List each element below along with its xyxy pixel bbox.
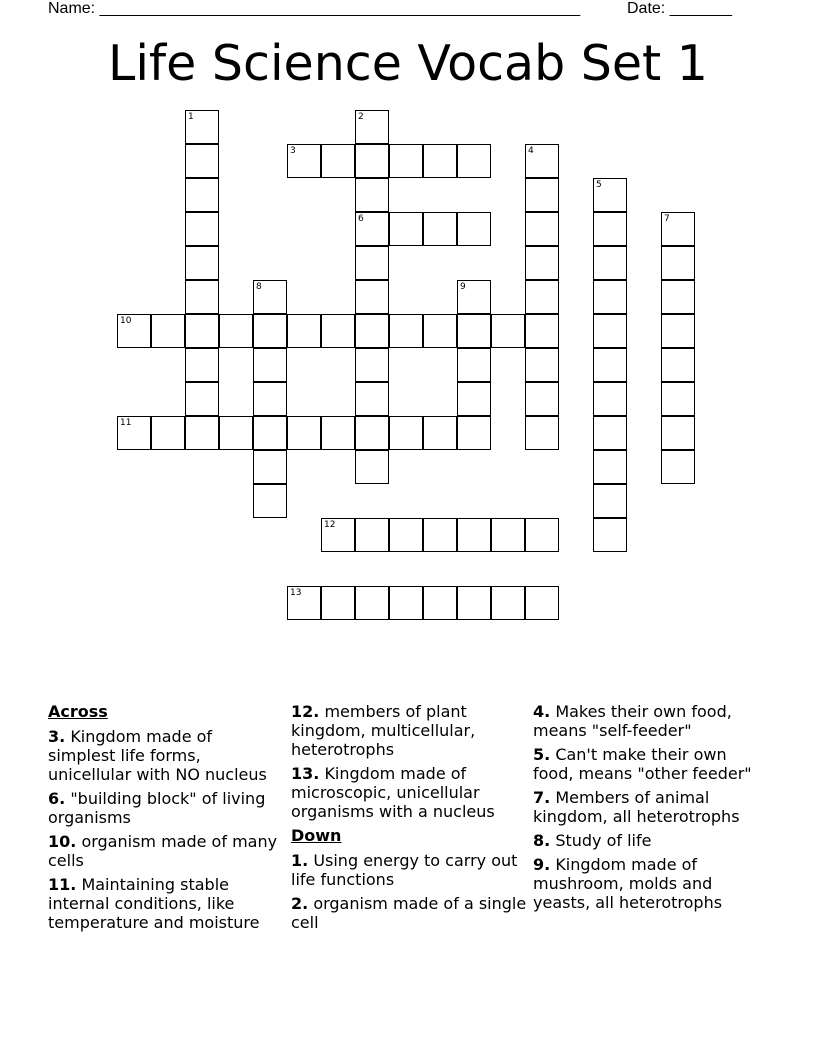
clue-column-2: [291, 702, 527, 937]
crossword-cell[interactable]: [661, 450, 695, 484]
date-field-label: Date: _______: [627, 0, 732, 17]
crossword-cell[interactable]: [525, 518, 559, 552]
clue-down-9: 9. Kingdom made of mushroom, molds and yeasts, all heterotrophs: [533, 855, 723, 912]
clue-column-1: [48, 702, 284, 937]
crossword-cell[interactable]: [593, 450, 627, 484]
crossword-cell[interactable]: [423, 144, 457, 178]
crossword-cell[interactable]: [423, 212, 457, 246]
crossword-cell[interactable]: [355, 518, 389, 552]
crossword-cell[interactable]: [321, 144, 355, 178]
cell-number: 6: [358, 214, 364, 224]
crossword-cell[interactable]: [185, 178, 219, 212]
crossword-cell[interactable]: [389, 144, 423, 178]
crossword-cell[interactable]: [185, 280, 219, 314]
crossword-cell[interactable]: [423, 314, 457, 348]
crossword-cell[interactable]: [117, 416, 151, 450]
cell-number: 7: [664, 214, 670, 224]
crossword-cell[interactable]: [117, 314, 151, 348]
crossword-cell[interactable]: [253, 280, 287, 314]
crossword-cell[interactable]: [661, 314, 695, 348]
clue-across-3: 3. Kingdom made of simplest life forms, unicellular with NO nucleus: [48, 727, 267, 784]
crossword-cell[interactable]: [423, 586, 457, 620]
clue-down-4: 4. Makes their own food, means "self-feeder": [533, 702, 732, 740]
crossword-cell[interactable]: [219, 314, 253, 348]
crossword-cell[interactable]: [423, 518, 457, 552]
crossword-cell[interactable]: [355, 144, 389, 178]
crossword-cell[interactable]: [253, 450, 287, 484]
crossword-cell[interactable]: [287, 144, 321, 178]
crossword-cell[interactable]: [593, 416, 627, 450]
crossword-cell[interactable]: [525, 586, 559, 620]
crossword-cell[interactable]: [593, 348, 627, 382]
down-heading: Down: [291, 826, 342, 845]
clue-down-8: 8. Study of life: [533, 831, 652, 850]
crossword-cell[interactable]: [321, 314, 355, 348]
crossword-cell[interactable]: [151, 314, 185, 348]
crossword-cell[interactable]: [287, 314, 321, 348]
cell-number: 10: [120, 316, 132, 326]
crossword-cell[interactable]: [355, 246, 389, 280]
crossword-cell[interactable]: [457, 518, 491, 552]
crossword-cell[interactable]: [389, 314, 423, 348]
crossword-cell[interactable]: [457, 280, 491, 314]
crossword-cell[interactable]: [491, 314, 525, 348]
crossword-cell[interactable]: [355, 110, 389, 144]
crossword-cell[interactable]: [389, 586, 423, 620]
clue-down-1: 1. Using energy to carry out life functions: [291, 851, 518, 889]
crossword-cell[interactable]: [355, 416, 389, 450]
crossword-cell[interactable]: [253, 382, 287, 416]
crossword-cell[interactable]: [525, 212, 559, 246]
crossword-cell[interactable]: [185, 144, 219, 178]
crossword-cell[interactable]: [457, 586, 491, 620]
crossword-cell[interactable]: [525, 144, 559, 178]
crossword-cell[interactable]: [491, 586, 525, 620]
crossword-cell[interactable]: [185, 416, 219, 450]
crossword-cell[interactable]: [525, 348, 559, 382]
crossword-cell[interactable]: [355, 348, 389, 382]
crossword-cell[interactable]: [457, 382, 491, 416]
crossword-cell[interactable]: [185, 110, 219, 144]
clue-across-13: 13. Kingdom made of microscopic, unicellular organisms with a nucleus: [291, 764, 495, 821]
crossword-cell[interactable]: [185, 382, 219, 416]
clue-down-2: 2. organism made of a single cell: [291, 894, 527, 932]
crossword-cell[interactable]: [151, 416, 185, 450]
crossword-cell[interactable]: [593, 280, 627, 314]
cell-number: 8: [256, 282, 262, 292]
cell-number: 11: [120, 418, 132, 428]
clue-across-6: 6. "building block" of living organisms: [48, 789, 266, 827]
crossword-cell[interactable]: [185, 348, 219, 382]
crossword-cell[interactable]: [593, 484, 627, 518]
crossword-cell[interactable]: [389, 212, 423, 246]
crossword-cell[interactable]: [321, 518, 355, 552]
crossword-cell[interactable]: [457, 348, 491, 382]
crossword-cell[interactable]: [661, 348, 695, 382]
crossword-cell[interactable]: [321, 416, 355, 450]
clue-down-7: 7. Members of animal kingdom, all heterotrophs: [533, 788, 740, 826]
crossword-cell[interactable]: [525, 280, 559, 314]
crossword-cell[interactable]: [593, 246, 627, 280]
crossword-cell[interactable]: [185, 314, 219, 348]
crossword-cell[interactable]: [525, 416, 559, 450]
crossword-cell[interactable]: [593, 212, 627, 246]
clue-down-5: 5. Can't make their own food, means "other feeder": [533, 745, 752, 783]
crossword-cell[interactable]: [525, 246, 559, 280]
crossword-cell[interactable]: [355, 382, 389, 416]
crossword-cell[interactable]: [321, 586, 355, 620]
cell-number: 9: [460, 282, 466, 292]
crossword-cell[interactable]: [661, 382, 695, 416]
crossword-cell[interactable]: [253, 314, 287, 348]
clue-across-12: 12. members of plant kingdom, multicellular, heterotrophs: [291, 702, 476, 759]
cell-number: 3: [290, 146, 296, 156]
crossword-cell[interactable]: [355, 586, 389, 620]
crossword-cell[interactable]: [355, 280, 389, 314]
clue-across-10: 10. organism made of many cells: [48, 832, 278, 870]
cell-number: 5: [596, 180, 602, 190]
across-heading: Across: [48, 702, 108, 721]
crossword-cell[interactable]: [355, 212, 389, 246]
crossword-cell[interactable]: [355, 450, 389, 484]
crossword-cell[interactable]: [661, 212, 695, 246]
cell-number: 13: [290, 588, 302, 598]
crossword-cell[interactable]: [219, 416, 253, 450]
cell-number: 12: [324, 520, 336, 530]
crossword-cell[interactable]: [185, 212, 219, 246]
crossword-cell[interactable]: [423, 416, 457, 450]
crossword-cell[interactable]: [389, 416, 423, 450]
crossword-cell[interactable]: [661, 416, 695, 450]
crossword-cell[interactable]: [253, 484, 287, 518]
crossword-cell[interactable]: [593, 518, 627, 552]
crossword-cell[interactable]: [457, 212, 491, 246]
crossword-cell[interactable]: [389, 518, 423, 552]
crossword-cell[interactable]: [457, 416, 491, 450]
crossword-cell[interactable]: [457, 314, 491, 348]
clue-across-11: 11. Maintaining stable internal conditions, like temperature and moisture: [48, 875, 260, 932]
page-title: Life Science Vocab Set 1: [108, 35, 708, 92]
crossword-cell[interactable]: [253, 348, 287, 382]
crossword-cell[interactable]: [593, 382, 627, 416]
crossword-cell[interactable]: [457, 144, 491, 178]
crossword-cell[interactable]: [593, 178, 627, 212]
crossword-cell[interactable]: [525, 314, 559, 348]
cell-number: 4: [528, 146, 534, 156]
crossword-cell[interactable]: [661, 246, 695, 280]
crossword-cell[interactable]: [661, 280, 695, 314]
crossword-cell[interactable]: [287, 586, 321, 620]
crossword-cell[interactable]: [185, 246, 219, 280]
crossword-cell[interactable]: [593, 314, 627, 348]
cell-number: 1: [188, 112, 194, 122]
cell-number: 2: [358, 112, 364, 122]
crossword-cell[interactable]: [287, 416, 321, 450]
name-field-label: Name: ______________________________________________________: [48, 0, 581, 17]
crossword-cell[interactable]: [355, 314, 389, 348]
crossword-cell[interactable]: [525, 178, 559, 212]
crossword-cell[interactable]: [355, 178, 389, 212]
clue-column-3: [533, 702, 769, 917]
crossword-cell[interactable]: [525, 382, 559, 416]
crossword-cell[interactable]: [253, 416, 287, 450]
crossword-cell[interactable]: [491, 518, 525, 552]
